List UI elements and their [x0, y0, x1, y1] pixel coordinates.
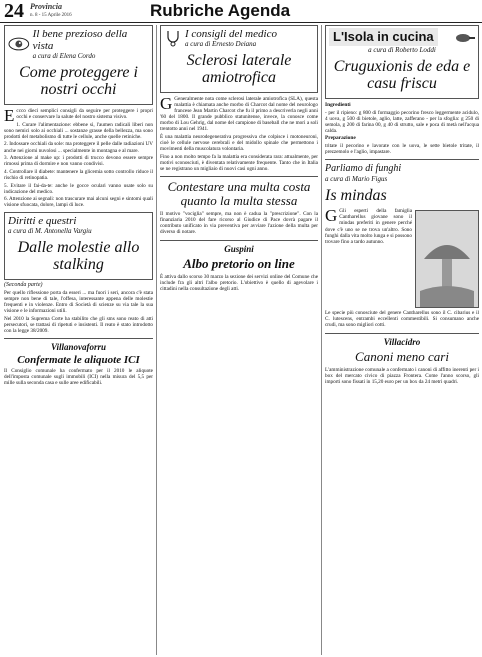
brand-logo	[30, 2, 72, 20]
funghi-title: Is mindas	[325, 187, 387, 205]
column-divider	[321, 25, 322, 655]
issue-info: n. 8 - 15 Aprile 2016	[30, 13, 72, 18]
preparation-label: Preparazione	[325, 135, 356, 142]
vista-kicker: Il bene prezioso della vista	[32, 28, 128, 52]
medico-body: G Generalmente nota come sclerosi laterale amiotrofica (SLA), questa malattia è chiamata anche morbo di Charcot dal nome del neurologo francese Jean Martin Charcot che fu il primo a descriverla negli anni '60 del 1800. Il grande pubblico statunitense, invece, la conosce come morbo di Lou Gehrig, dal nome del campione di baseball che ne morì a soli trentotto anni nel 1941. È una malattia neurodegenerativa progressiva che colpisce i motoneuroni, cioè le cellule nervose cerebrali e del midollo spinale che permettono i movimenti della muscolatura volontaria. Fino a non molto tempo fa la malattia era considerata rara: attualmente, per motivi sconosciuti, è diventata relativamente frequente. Tanto che in Italia se ne registrano un migliaio di nuovi casi ogni anno.	[160, 94, 318, 173]
column-divider	[156, 25, 157, 655]
vista-tip: 3. Attenzione al make up: i prodotti di trucco devono essere sempre rimossi prima di dormire e non vanno condivisi.	[4, 155, 153, 168]
villacidro-place: Villacidro	[383, 336, 421, 347]
medico-paragraph: Fino a non molto tempo fa la malattia era considerata rara: attualmente, per motivi sconosciuti, è diventata relativamente frequente. Tanto che in Italia se ne registrano un migliaio di nuovi casi ogni anno.	[160, 153, 318, 173]
vista-author: a cura di Elena Cordo	[32, 52, 96, 60]
funghi-author: a cura di Mario Figus	[325, 175, 388, 184]
ingredients-text: - per il ripieno: g 800 di formaggio pecorino fresco leggermente acidulo, 4 uova, g 500 di bietole, aglio, latte, zafferano - per la sfoglia: g 250 di semola, g 200 di farina 00, g 40 di strutto, sale e poca di metà nell'acqua calda.	[325, 109, 479, 134]
medico-title: Sclerosi laterale amiotrofica	[186, 52, 292, 86]
vista-title: Come proteggere i nostri occhi	[19, 64, 138, 98]
cucina-header-box	[325, 25, 479, 99]
cucina-author: a cura di Roberto Loddi	[368, 46, 436, 54]
mushroom-icon	[416, 211, 478, 307]
ingredients-label: Ingredienti	[325, 102, 351, 108]
vista-header-box	[4, 25, 153, 105]
funghi-paragraph: Gli esperti della famiglia Cantharellus giovane sono il mindas preferiti in genere perché dove c'è uno se ne trova un'altro. Sono funghi dalla vita molto lunga e si possono trovare fino a tardo autunno.	[325, 208, 412, 245]
villanovaforru-title: Confermate le aliquote ICI	[17, 354, 140, 367]
preparation-text: tritate il pecorino e lavorate con le uova, le sette bietole tritate, il prezzemolo e l'aglio, impastare.	[325, 143, 479, 156]
diritti-author: a cura di M. Antonella Vargiu	[8, 227, 92, 236]
page-header	[0, 0, 482, 23]
guspini-body: È attiva dallo scorso 30 marzo la sezione dei servizi online del Comune che include fra gli altri l'albo pretorio. L'obiettivo è quello di agevolare i cittadini nella consultazione degli atti.	[160, 273, 318, 292]
mushroom-photo	[415, 210, 479, 308]
funghi-body-more: Le specie più conosciute del genere Cantharellus sono il C. cibarius e il C. lutescens, entrambi eccellenti commestibili. Si consumano anche crudi, ma sono migliori cotti.	[325, 310, 479, 329]
rubric-title: Rubriche Agenda	[150, 1, 291, 20]
vista-body: Eccco dieci semplici consigli da seguire per proteggere i propri occhi e conservare la salute del nostro sistema visivo. 1. Curare l'alimentazione: ebbene sì, l'aumen radicali liberi non sono nemici solo ai occhiali ... sostanze grasse della bellezza, ma sono prodotti del metabolismo di tutte le cellule, anche quelle retiniche. 2. Indossare occhiali da sole: ma proteggere il pelle dalle radiazioni UV anche nei giorni nuvolosi ... specialmente in montagna e al mare. 3. Attenzione al make up: i prodotti di trucco devono essere sempre rimossi prima di dormire e non vanno condivisi. 4. Controllare il diabete: mantenere la glicemia sotto controllo riduce il rischio di retinopatia. 5. Evitare il fai-da-te: anche le gocce oculari vanno usate solo su indicazione del medico. 6. Attenzione ai segnali: non trascurare mai alcuni segni e sintomi quali visione sfuocata, dolore, lampi di luce.	[4, 106, 153, 209]
vista-tip: 5. Evitare il fai-da-te: anche le gocce oculari vanno usate solo su indicazione del medico.	[4, 182, 153, 195]
medico-paragraph: È una malattia neurodegenerativa progressiva che colpisce i motoneuroni, cioè le cellule nervose cerebrali e del midollo spinale che permettono i movimenti della muscolatura volontaria.	[160, 134, 318, 153]
diritti-paragraph: Per quello riflessione porta da esseri ... ma fuori i seri, ancora c'è stata sempre non bene di tale, l'offesa, interessante appena delle molestie frequenti e in violenze. Entro di Società di scienze su via tale la sua visione e le informazioni utili.	[4, 290, 153, 315]
cucina-title: Cruguxionis de eda e casu friscu	[333, 58, 471, 92]
guspini-place: Guspini	[224, 243, 254, 254]
medico-header-box	[160, 25, 318, 93]
page-number: 24	[4, 0, 24, 22]
multa-headline: Contestare una multa costa quanto la multa stessa	[167, 179, 311, 209]
vista-tip: 4. Controllare il diabete: mantenere la glicemia sotto controllo riduce il rischio di retinopatia.	[4, 168, 153, 181]
column-vista	[4, 25, 153, 655]
brand-name: Provincia	[30, 2, 62, 11]
vista-tip: 6. Attenzione ai segnali: non trascurare mai alcuni segni e sintomi quali visione sfuocata, dolore, lampi di luce.	[4, 196, 153, 209]
medical-icon	[164, 29, 182, 47]
eye-icon	[8, 36, 30, 52]
medico-paragraph: Generalmente nota come sclerosi laterale amiotrofica (SLA), questa malattia è chiamata anche morbo di Charcot dal nome del neurologo francese Jean Martin Charcot che fu il primo a descriverla negli anni '60 del 1800. Il grande pubblico statunitense, invece, la conosce come morbo di Lou Gehrig, dal nome del campione di baseball che ne morì a soli trentotto anni nel 1941.	[160, 96, 318, 133]
diritti-subtitle: (Seconda parte)	[4, 282, 43, 289]
vista-intro: ccco dieci semplici consigli da seguire per proteggere i propri occhi e conservare la salute del nostro sistema visivo.	[16, 108, 153, 121]
medico-author: a cura di Ernesto Deiana	[185, 40, 257, 48]
diritti-header-box	[4, 212, 153, 280]
diritti-kicker: Diritti e questri	[8, 215, 77, 228]
vista-tip: 2. Indossare occhiali da sole: ma proteggere il pelle dalle radiazioni UV anche nei giorni nuvolosi ... specialmente in montagna e al mare.	[4, 141, 153, 154]
diritti-paragraph: Nel 2010 la Suprema Corte ha stabilito che gli sms sono reato di atti persecutori, se trattasi di ripetuti e insistenti. Il reato è stato introdotto con la legge 38/2009.	[4, 315, 153, 335]
cooking-pan-icon	[455, 30, 475, 44]
cucina-body	[325, 102, 479, 155]
funghi-body: G Gli esperti della famiglia Cantharellus giovane sono il mindas preferiti in genere perché dove c'è uno se ne trova un'altro. Sono funghi dalla vita molto lunga e si possono trovare fino a tardo autunno.	[325, 206, 412, 245]
guspini-title: Albo pretorio on line	[183, 255, 295, 271]
villanovaforru-place: Villanovaforru	[50, 342, 106, 353]
villanovaforru-body: Il Consiglio comunale ha confermato per il 2010 le aliquote dell'imposta comunale sugli immobili (ICI) nella misura del 5,5 per mille sulla seconda casa e sulle aree edificabili.	[4, 368, 153, 387]
villacidro-title: Canoni meno cari	[355, 348, 449, 364]
column-cucina	[325, 25, 479, 655]
diritti-title: Dalle molestie allo stalking	[17, 239, 140, 274]
column-medico	[160, 25, 318, 655]
vista-tip: 1. Curare l'alimentazione: ebbene sì, l'aumen radicali liberi non sono nemici solo ai occhiali ... sostanze grasse della bellezza, ma sono prodotti del metabolismo di tutte le cellule, anche quelle retiniche.	[4, 121, 153, 140]
diritti-body	[4, 282, 153, 334]
multa-body: Il motivo "vociglia" sempre, ma non è cadua la "prescrizione". Con la finanziaria 2010 del fare ricorso al Giudice di Pace dovrà pagare il contributo unificato in via preventiva per avviare l'azione della multa per diverso di notare.	[160, 211, 318, 236]
medico-kicker: I consigli del medico	[185, 28, 277, 40]
cucina-section-title: L'Isola in cucina	[329, 28, 438, 46]
funghi-kicker: Parliamo di funghi	[325, 163, 402, 175]
villacidro-body: L'amministrazione comunale a confermato i canoni di affitto inerenti per i box del mercato civico di piazza Frontera. Come l'anno scorso, gli importi sono fissati in 15,20 euro per un box da 24 metri quadri.	[325, 366, 479, 385]
